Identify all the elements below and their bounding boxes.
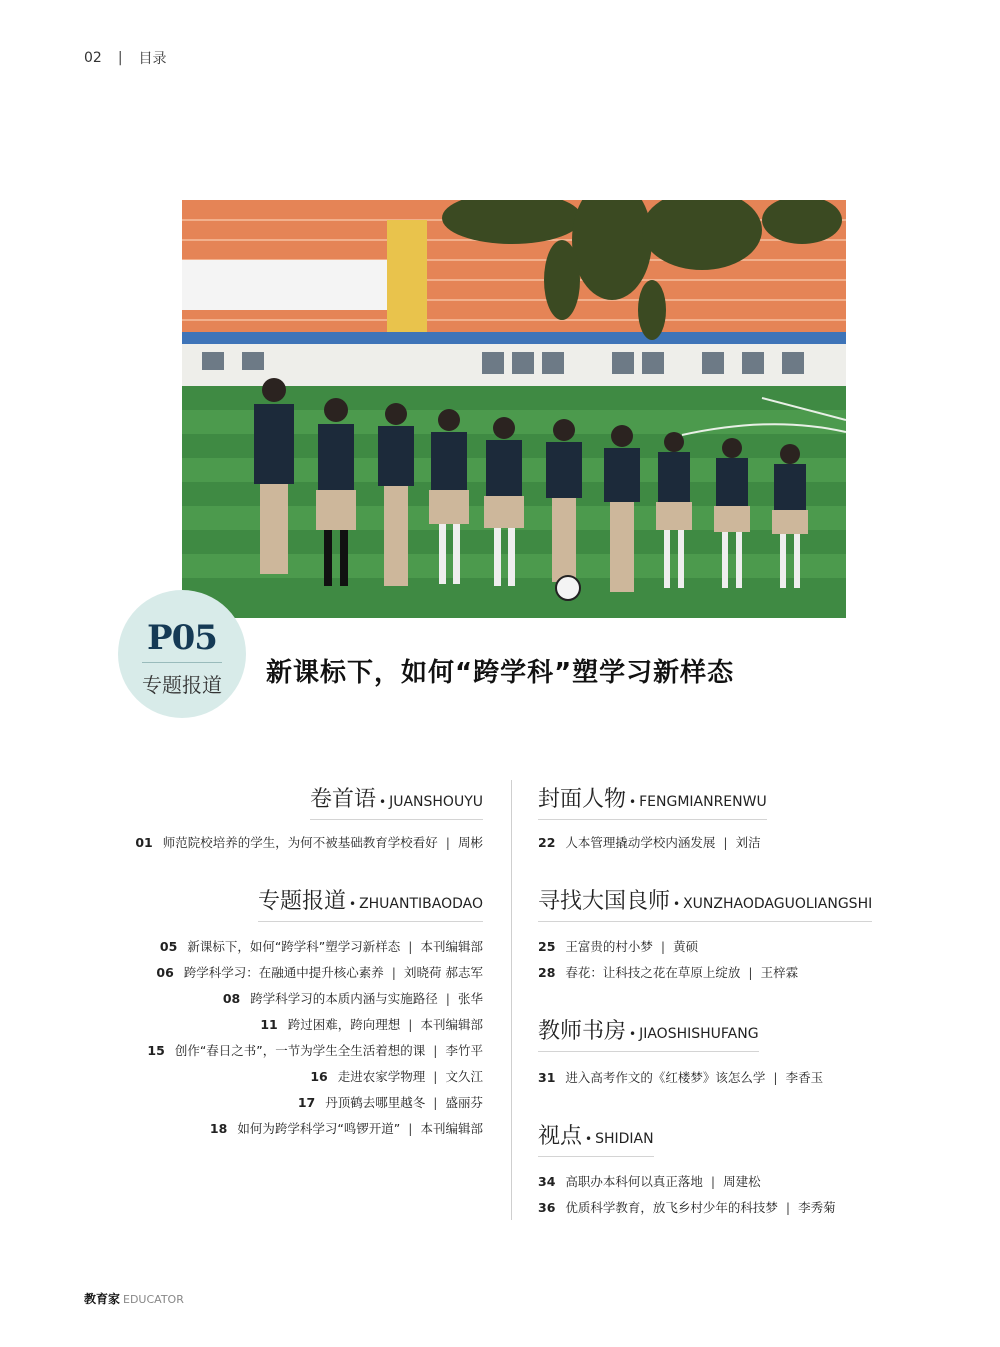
toc-entry[interactable] xyxy=(298,1093,483,1111)
toc-entry[interactable] xyxy=(156,963,483,981)
section-title: 目录 xyxy=(138,51,167,67)
entry-page-number: 25 xyxy=(538,939,556,954)
entry-title: 新课标下，如何“跨学科”塑学习新样态 xyxy=(187,939,401,954)
entry-page-number: 11 xyxy=(260,1017,278,1032)
entry-page-number: 18 xyxy=(209,1121,228,1136)
page-header xyxy=(84,48,167,68)
badge-label: 专题报道 xyxy=(142,673,222,697)
entry-author: 李秀菊 xyxy=(798,1200,836,1215)
entry-page-number: 31 xyxy=(538,1070,556,1085)
cover-photo xyxy=(182,200,846,618)
entry-author: 周彬 xyxy=(457,835,483,850)
toc-entry[interactable] xyxy=(210,1119,483,1137)
entry-title: 如何为跨学科学习“鸣锣开道” xyxy=(237,1121,401,1136)
toc-entry[interactable] xyxy=(538,937,698,955)
section-pinyin: SHIDIAN xyxy=(595,1131,654,1147)
entry-separator: | xyxy=(433,1069,438,1084)
entry-page-number: 34 xyxy=(538,1174,556,1189)
entry-page-number: 28 xyxy=(538,965,556,980)
bullet-dot: • xyxy=(629,795,637,809)
entry-title: 走进农家学物理 xyxy=(337,1069,426,1084)
toc-entry[interactable] xyxy=(160,937,483,955)
entry-title: 高职办本科何以真正落地 xyxy=(565,1174,703,1189)
section-pinyin: JUANSHOUYU xyxy=(389,794,483,810)
badge-divider xyxy=(142,662,222,663)
section-heading-fengmianrenwu xyxy=(538,782,767,820)
entry-separator: | xyxy=(445,835,450,850)
entry-separator: | xyxy=(660,939,666,954)
toc-entry[interactable] xyxy=(538,1172,761,1190)
entry-author: 本刊编辑部 xyxy=(420,1121,483,1136)
entry-author: 王梓霖 xyxy=(760,965,799,980)
entry-page-number: 05 xyxy=(159,939,178,954)
bullet-dot: • xyxy=(379,795,387,809)
feature-title[interactable]: 新课标下，如何“跨学科”塑学习新样态 xyxy=(266,658,735,688)
bullet-dot: • xyxy=(585,1132,593,1146)
feature-badge[interactable] xyxy=(118,590,246,718)
toc-entry[interactable] xyxy=(538,1198,836,1216)
toc-entry[interactable] xyxy=(223,989,483,1007)
header-separator: | xyxy=(117,50,123,66)
entry-separator: | xyxy=(408,939,413,954)
section-heading-shidian xyxy=(538,1119,654,1157)
entry-author: 黄硕 xyxy=(673,939,699,954)
entry-page-number: 06 xyxy=(156,965,174,980)
badge-page-code: P05 xyxy=(147,618,217,658)
section-heading-xunzhaodaguoliangshi xyxy=(538,884,872,922)
entry-title: 跨学科学习：在融通中提升核心素养 xyxy=(183,965,384,980)
section-name: 卷首语 xyxy=(310,787,377,812)
entry-title: 优质科学教育，放飞乡村少年的科技梦 xyxy=(565,1200,778,1215)
section-name: 寻找大国良师 xyxy=(538,889,671,914)
entry-separator: | xyxy=(710,1174,716,1189)
entry-title: 创作“春日之书”，一节为学生全生活着想的课 xyxy=(174,1043,426,1058)
entry-separator: | xyxy=(748,965,753,980)
entry-author: 张华 xyxy=(457,991,483,1006)
entry-separator: | xyxy=(433,1043,438,1058)
entry-separator: | xyxy=(445,991,450,1006)
column-divider xyxy=(511,780,512,1220)
entry-page-number: 08 xyxy=(222,991,241,1006)
toc-entry[interactable] xyxy=(538,1068,823,1086)
section-name: 封面人物 xyxy=(538,787,627,812)
bullet-dot: • xyxy=(629,1027,637,1041)
entry-separator: | xyxy=(785,1200,791,1215)
bullet-dot: • xyxy=(348,897,357,911)
entry-page-number: 01 xyxy=(135,835,153,850)
section-pinyin: ZHUANTIBAODAO xyxy=(359,896,483,912)
section-name: 专题报道 xyxy=(257,889,346,914)
entry-author: 刘洁 xyxy=(735,835,761,850)
entry-separator: | xyxy=(773,1070,778,1085)
entry-author: 盛丽芬 xyxy=(445,1095,483,1110)
entry-title: 丹顶鹤去哪里越冬 xyxy=(325,1095,426,1110)
entry-title: 进入高考作文的《红楼梦》该怎么学 xyxy=(565,1070,766,1085)
entry-page-number: 16 xyxy=(310,1069,328,1084)
entry-title: 师范院校培养的学生，为何不被基础教育学校看好 xyxy=(162,835,438,850)
entry-title: 跨学科学习的本质内涵与实施路径 xyxy=(250,991,438,1006)
toc-entry[interactable] xyxy=(147,1041,483,1059)
section-heading-juanshouyu xyxy=(310,782,483,820)
section-name: 视点 xyxy=(538,1124,583,1149)
entry-title: 王富贵的村小梦 xyxy=(565,939,653,954)
magazine-brand: 教育家 xyxy=(84,1292,121,1306)
magazine-brand-en: EDUCATOR xyxy=(123,1293,184,1306)
entry-author: 李香玉 xyxy=(785,1070,824,1085)
entry-separator: | xyxy=(433,1095,438,1110)
entry-title: 春花：让科技之花在草原上绽放 xyxy=(565,965,741,980)
section-pinyin: FENGMIANRENWU xyxy=(639,794,767,810)
entry-author: 本刊编辑部 xyxy=(420,939,483,954)
entry-separator: | xyxy=(408,1121,413,1136)
toc-entry[interactable] xyxy=(538,833,761,851)
page-number: 02 xyxy=(84,50,102,66)
entry-separator: | xyxy=(408,1017,413,1032)
toc-entry[interactable] xyxy=(135,833,483,851)
entry-author: 文久江 xyxy=(445,1069,483,1084)
entry-separator: | xyxy=(391,965,397,980)
entry-title: 跨过困难，跨向理想 xyxy=(287,1017,401,1032)
entry-page-number: 17 xyxy=(297,1095,316,1110)
section-pinyin: JIAOSHISHUFANG xyxy=(639,1026,759,1042)
entry-author: 刘晓荷 郝志军 xyxy=(404,965,483,980)
entry-page-number: 36 xyxy=(538,1200,556,1215)
bullet-dot: • xyxy=(673,897,681,911)
entry-author: 李竹平 xyxy=(445,1043,483,1058)
toc-entry[interactable] xyxy=(538,963,798,981)
entry-separator: | xyxy=(723,835,728,850)
section-heading-jiaoshishufang xyxy=(538,1014,759,1052)
toc-entry[interactable] xyxy=(260,1015,483,1033)
entry-author: 周建松 xyxy=(723,1174,761,1189)
section-heading-zhuantibaodao xyxy=(258,884,483,922)
section-name: 教师书房 xyxy=(538,1019,627,1044)
entry-page-number: 15 xyxy=(147,1043,165,1058)
toc-entry[interactable] xyxy=(310,1067,483,1085)
entry-page-number: 22 xyxy=(538,835,556,850)
page-footer xyxy=(84,1290,184,1307)
entry-author: 本刊编辑部 xyxy=(420,1017,483,1032)
entry-title: 人本管理撬动学校内涵发展 xyxy=(565,835,716,850)
section-pinyin: XUNZHAODAGUOLIANGSHI xyxy=(683,896,873,912)
